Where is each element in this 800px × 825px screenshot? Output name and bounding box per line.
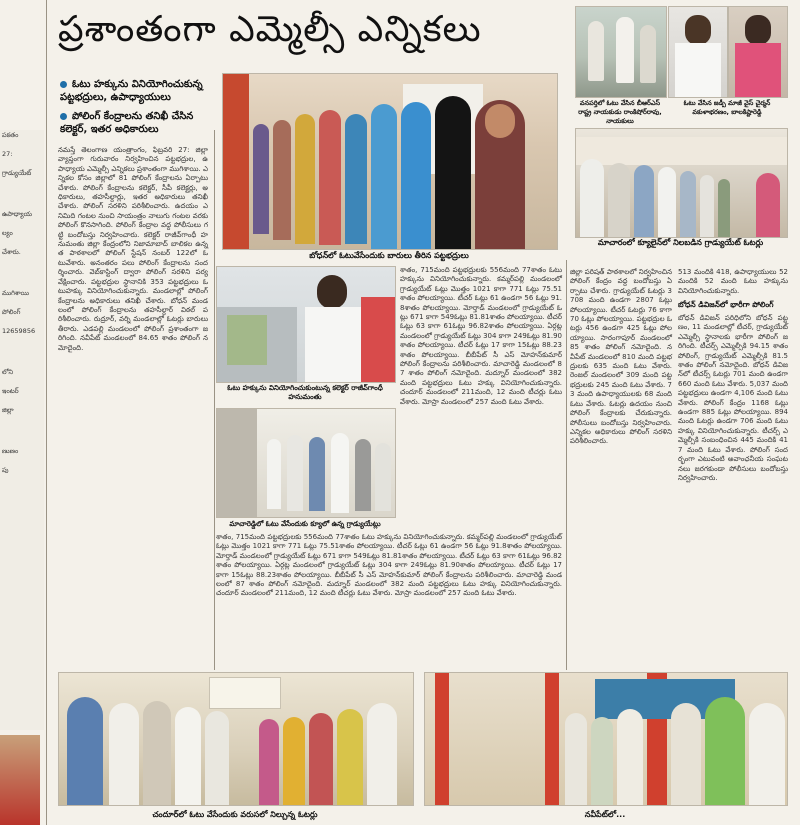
bullet-collector: పోలింగ్ కేంద్రాలను తనిఖీ చేసిన కలెక్టర్, ఇతర అధికారులు	[60, 111, 194, 135]
photo-machareddy-queue	[216, 408, 396, 518]
column-divider-2	[566, 260, 567, 670]
caption-vakulabharanam: ఓటు వేసిన జడ్పీ మాజీ వైస్ చైర్మన్ వకుళాభరణం, బాలకిష్టారెడ్డి	[683, 99, 771, 116]
left-strip-divider	[46, 0, 47, 825]
bullet-voters: ఓటు హక్కును వినియోగించుకున్న పట్టభద్రులు, ఉపాధ్యాయులు	[60, 79, 203, 103]
left-strip-line: పు	[2, 466, 9, 474]
left-avatar	[0, 735, 40, 825]
caption-navipet: నవీపేట్‌లో...	[584, 810, 626, 819]
photo-vakulabharanam-voting	[668, 6, 728, 98]
left-strip-line: గ్రాడ్యుయేట్	[2, 169, 32, 177]
left-strip-line: చేశారు.	[2, 248, 21, 256]
left-strip-line: 27:	[2, 150, 13, 158]
left-strip-line: ఇంటర్	[2, 387, 19, 395]
article-column-4-intro: 513 మందికి 418, ఉపాధ్యాయులు 52 మందికి 52 మంది ఓటు హక్కును వినియోగించుకున్నారు.	[678, 268, 788, 295]
article-column-2-top: శాతం, 715మంది పట్టభద్రులకు 556మంది 77శాతం ఓటు హక్కును వినియోగించుకున్నారు. కమ్మర్‌పల్లి మండలంలో గ్రాడ్యుయేట్ ఓట్లు మొత్తం 1021 కాగా 771 ఓట్లు 75.51శాతం పోలయ్యాయి. టీచర్ ఓట్లు 61 ఉండగా 56 ఓట్లు 91.8శాతం పోలయ్యాయి. మోర్తాడ్ మండలంలో గ్రాడ్యుయేట్ ఓట్లు 671 కాగా 549ఓట్లు 81.81శాతం పోలయ్యాయి. టీచర్ ఓట్లు 63 కాగా 61ఓట్లు 96.82శాతం పోలయ్యాయి. ఏర్గట్ల మండలంలో గ్రాడ్యుయేట్ ఓట్లు 304 కాగా 249ఓట్లు 81.90శాతం పోలయ్యాయి. టీచర్ ఓట్లు 17 కాగా 15ఓట్లు 88.23శాతం పోలయ్యాయి. బీబీపేట్ సీ ఎస్ మోహన్‌కుమార్ పోలింగ్ కేంద్రాలను పరిశీలించారు. మాచారెడ్డి మండలంలో 87 శాతం పోలింగ్ నమోదైంది. మద్నూర్ మండలంలో 382 మంది పట్టభద్రులు ఓటు హక్కు వినియోగించుకున్నారు. చందూర్ మండలంలో 211మంది, 12 మంది టీచర్లు ఓటు వేశారు. మోస్రా మండలంలో 257 మంది ఓటు వేశారు.	[400, 266, 562, 406]
headline: ప్రశాంతంగా ఎమ్మెల్సీ ఎన్నికలు	[58, 9, 482, 50]
left-strip-line: లోని	[2, 368, 14, 376]
left-strip-line: ల్యం	[2, 229, 13, 237]
subheading-bodhan: బోధన్ డివిజన్‌లో భారీగా పోలింగ్	[678, 300, 774, 309]
photo-macharam-queue	[575, 128, 788, 238]
caption-machareddy-queue: మాచారెడ్డిలో ఓటు వేసేందుకు క్యూలో ఉన్న గ్రాడ్యుయేట్లు	[229, 520, 381, 528]
left-strip-line: ణుణం	[2, 447, 19, 455]
left-strip-line: పోలింగ్	[2, 308, 21, 316]
photo-bodhan-queue	[222, 73, 558, 250]
left-strip-line: జిల్లా	[2, 406, 14, 414]
caption-chandur-queue: చందూర్‌లో ఓటు వేసేందుకు వరుసలో నిల్చున్న ఓటర్లు	[152, 810, 318, 819]
column-divider-1	[214, 130, 215, 670]
photo-navipet-queue	[424, 672, 788, 806]
caption-collector-voting: ఓటు హక్కును వినియోగించుకుంటున్న కలెక్టర్ రాజీవ్‌గాంధీ హనుమంతు	[227, 384, 383, 401]
photo-balakistareddy-voting	[728, 6, 788, 98]
photo-chandur-queue	[58, 672, 414, 806]
left-strip-line: ముగిశాయి	[2, 289, 30, 297]
article-column-2-bottom: శాతం, 715మంది పట్టభద్రులకు 556మంది 77శాతం ఓటు హక్కును వినియోగించుకున్నారు. కమ్మర్‌పల్లి మండలంలో గ్రాడ్యుయేట్ ఓట్లు మొత్తం 1021 కాగా 771 ఓట్లు 75.51శాతం పోలయ్యాయి. టీచర్ ఓట్లు 61 ఉండగా 56 ఓట్లు 91.8శాతం పోలయ్యాయి. మోర్తాడ్ మండలంలో గ్రాడ్యుయేట్ ఓట్లు 671 కాగా 549ఓట్లు 81.81శాతం పోలయ్యాయి. టీచర్ ఓట్లు 63 కాగా 61ఓట్లు 96.82శాతం పోలయ్యాయి. ఏర్గట్ల మండలంలో గ్రాడ్యుయేట్ ఓట్లు 304 కాగా 249ఓట్లు 81.90శాతం పోలయ్యాయి. టీచర్ ఓట్లు 17 కాగా 15ఓట్లు 88.23శాతం పోలయ్యాయి. బీబీపేట్ సీ ఎస్ మోహన్‌కుమార్ పోలింగ్ కేంద్రాలను పరిశీలించారు. మాచారెడ్డి మండలంలో 87 శాతం పోలింగ్ నమోదైంది. మద్నూర్ మండలంలో 382 మంది పట్టభద్రులు ఓటు హక్కు వినియోగించుకున్నారు. చందూర్ మండలంలో 211మంది, 12 మంది టీచర్లు ఓటు వేశారు. మోస్రా మండలంలో 257 మంది ఓటు వేశారు.	[216, 533, 562, 598]
article-column-third: జిల్లా పరిషత్ పాఠశాలలో నిర్వహించిన పోలింగ్ కేంద్రం వద్ద బందోబస్తు ఏర్పాటు చేశారు. గ్రాడ్యుయేట్ ఓటర్లు 3708 మంది ఉండగా 2807 ఓట్లు పోలయ్యాయి. టీచర్ ఓటర్లు 76 కాగా 70 ఓట్లు పోలయ్యాయి. పట్టభద్రుల ఓటర్లు 456 ఉండగా 425 ఓట్లు పోలయ్యాయి. సారంగాపూర్ మండలంలో 85 శాతం పోలింగ్ నమోదైంది. నవీపేట్ మండలంలో 810 మంది పట్టభద్రులకు 635 మంది ఓటు వేశారు. రెంజల్ మండలంలో 309 మంది పట్టభద్రులకు 245 మంది ఓటు వేశారు. 73 మంది ఉపాధ్యాయులకు 68 మంది ఓటు వేశారు. ఓటర్లు ఉదయం నుంచి పోలింగ్ కేంద్రాలకు చేరుకున్నారు. పోలీసులు బందోబస్తు నిర్వహించారు. ఎన్నికల అధికారులు పోలింగ్ సరళిని పరిశీలించారు.	[570, 268, 672, 446]
caption-macharam-queue: మాచారంలో క్యూలైన్‌లో నిలబడిన గ్రాడ్యుయేట్ ఓటర్లు	[597, 238, 764, 247]
bullet-dot-icon	[60, 81, 67, 88]
article-column-1: నమస్తే తెలంగాణ యంత్రాంగం, ఫిబ్రవరి 27: జిల్లా వ్యాప్తంగా గురువారం నిర్వహించిన పట్టభద్రుల, ఉపాధ్యాయ ఎమ్మెల్సీ ఎన్నికలు ప్రశాంతంగా ముగిశాయి. ఎన్నికల కోసం జిల్లాలో 81 పోలింగ్ కేంద్రాలను ఏర్పాటు చేశారు. పోలింగ్ కేంద్రాలను కలెక్టర్, సీపీ కలెక్టర్లు, అధికారులు, తహసీల్దార్లు, ఇతర అధికారులు తనిఖీ చేశారు. పోలింగ్ సరళిని పరిశీలించారు. ఉదయం ఎనిమిది గంటల నుంచి సాయంత్రం నాలుగు గంటల వరకు పోలింగ్ కొనసాగింది. పోలింగ్ కేంద్రాల వద్ద పోలీసులు గట్టి బందోబస్తు నిర్వహించారు. కలెక్టర్ రాజీవ్‌గాంధీ హనుమంతు జిల్లా కేంద్రంలోని నిజామాబాద్ బాలికల ఉన్నత పాఠశాలలో పోలింగ్ స్టేషన్ నంబర్ 122లో ఓటువేశారు. అనంతరం పలు పోలింగ్ కేంద్రాలను సందర్శించారు. వెబ్‌కాస్టింగ్ ద్వారా పోలింగ్ సరళిని పర్యవేక్షించారు. పట్టభద్రుల స్థానానికి 353 పట్టభద్రులు ఓటుహక్కు వినియోగించుకున్నారు. మండలాల్లో పోలింగ్ కేంద్రాలను అధికారులు తనిఖీ చేశారు. బోధన్ మండలంలో పోలింగ్ కేంద్రాలను తహసీల్దార్ విఠల్ పరిశీలించారు. రుద్రూర్, వర్ని మండలాల్లో ఓటర్లు బారులు తీరారు. ఎడపల్లి మండలంలో పోలింగ్ ప్రశాంతంగా జరిగింది. నవీపేట్ మండలంలో 84.65 శాతం పోలింగ్ నమోదైంది.	[58, 146, 208, 352]
left-strip-line: 12659856	[2, 327, 36, 335]
left-strip-text	[2, 130, 42, 730]
photo-collector-voting	[216, 266, 396, 383]
left-strip-line: పకతం	[2, 131, 19, 139]
left-strip-line: ఉపాధ్యాయ	[2, 210, 32, 218]
caption-ramkishore: వనపర్తిలో ఓటు వేసిన బీఆర్ఎస్ రాష్ట్ర నాయకుడు రాంకిషోర్‌రావు, నాయకులు	[578, 99, 662, 125]
article-column-4: బోధన్ డివిజన్ పరిధిలోని బోధన్ పట్టణం, 11 మండలాల్లో టీచర్, గ్రాడ్యుయేట్ ఎమ్మెల్సీ స్థానాలకు భారీగా పోలింగ్ జరిగింది. టీచర్స్ ఎమ్మెల్సీకి 94.15 శాతం పోలింగ్, గ్రాడ్యుయేట్ ఎమ్మెల్సీకి 81.5 శాతం పోలింగ్ నమోదైంది. బోధన్ డివిజన్‌లో టీచర్స్ ఓటర్లు 701 మంది ఉండగా 660 మంది ఓటు వేశారు. 5,037 మంది పట్టభద్రులు ఉండగా 4,106 మంది ఓటు వేశారు. పోలింగ్ కేంద్రం 1168 ఓట్లు ఉండగా 885 ఓట్లు పోలయ్యాయి. 894 మంది ఓటర్లు ఉండగా 706 మంది ఓటు హక్కు వినియోగించుకున్నారు. టీచర్స్ ఎమ్మెల్సీకి సంబంధించిన 445 మందికి 417 మంది ఓటు వేశారు. పోలింగ్ సందర్భంగా ఎటువంటి అవాంఛనీయ సంఘటనలు జరగకుండా పోలీసులు బందోబస్తు నిర్వహించారు.	[678, 314, 788, 482]
left-text-strip	[0, 130, 44, 730]
caption-bodhan-queue: బోధన్‌లో ఓటువేసేందుకు బారులు తీరిన పట్టభద్రులు	[309, 251, 469, 260]
photo-ramkishore-voting	[575, 6, 667, 98]
bullet-dot-icon	[60, 113, 67, 120]
